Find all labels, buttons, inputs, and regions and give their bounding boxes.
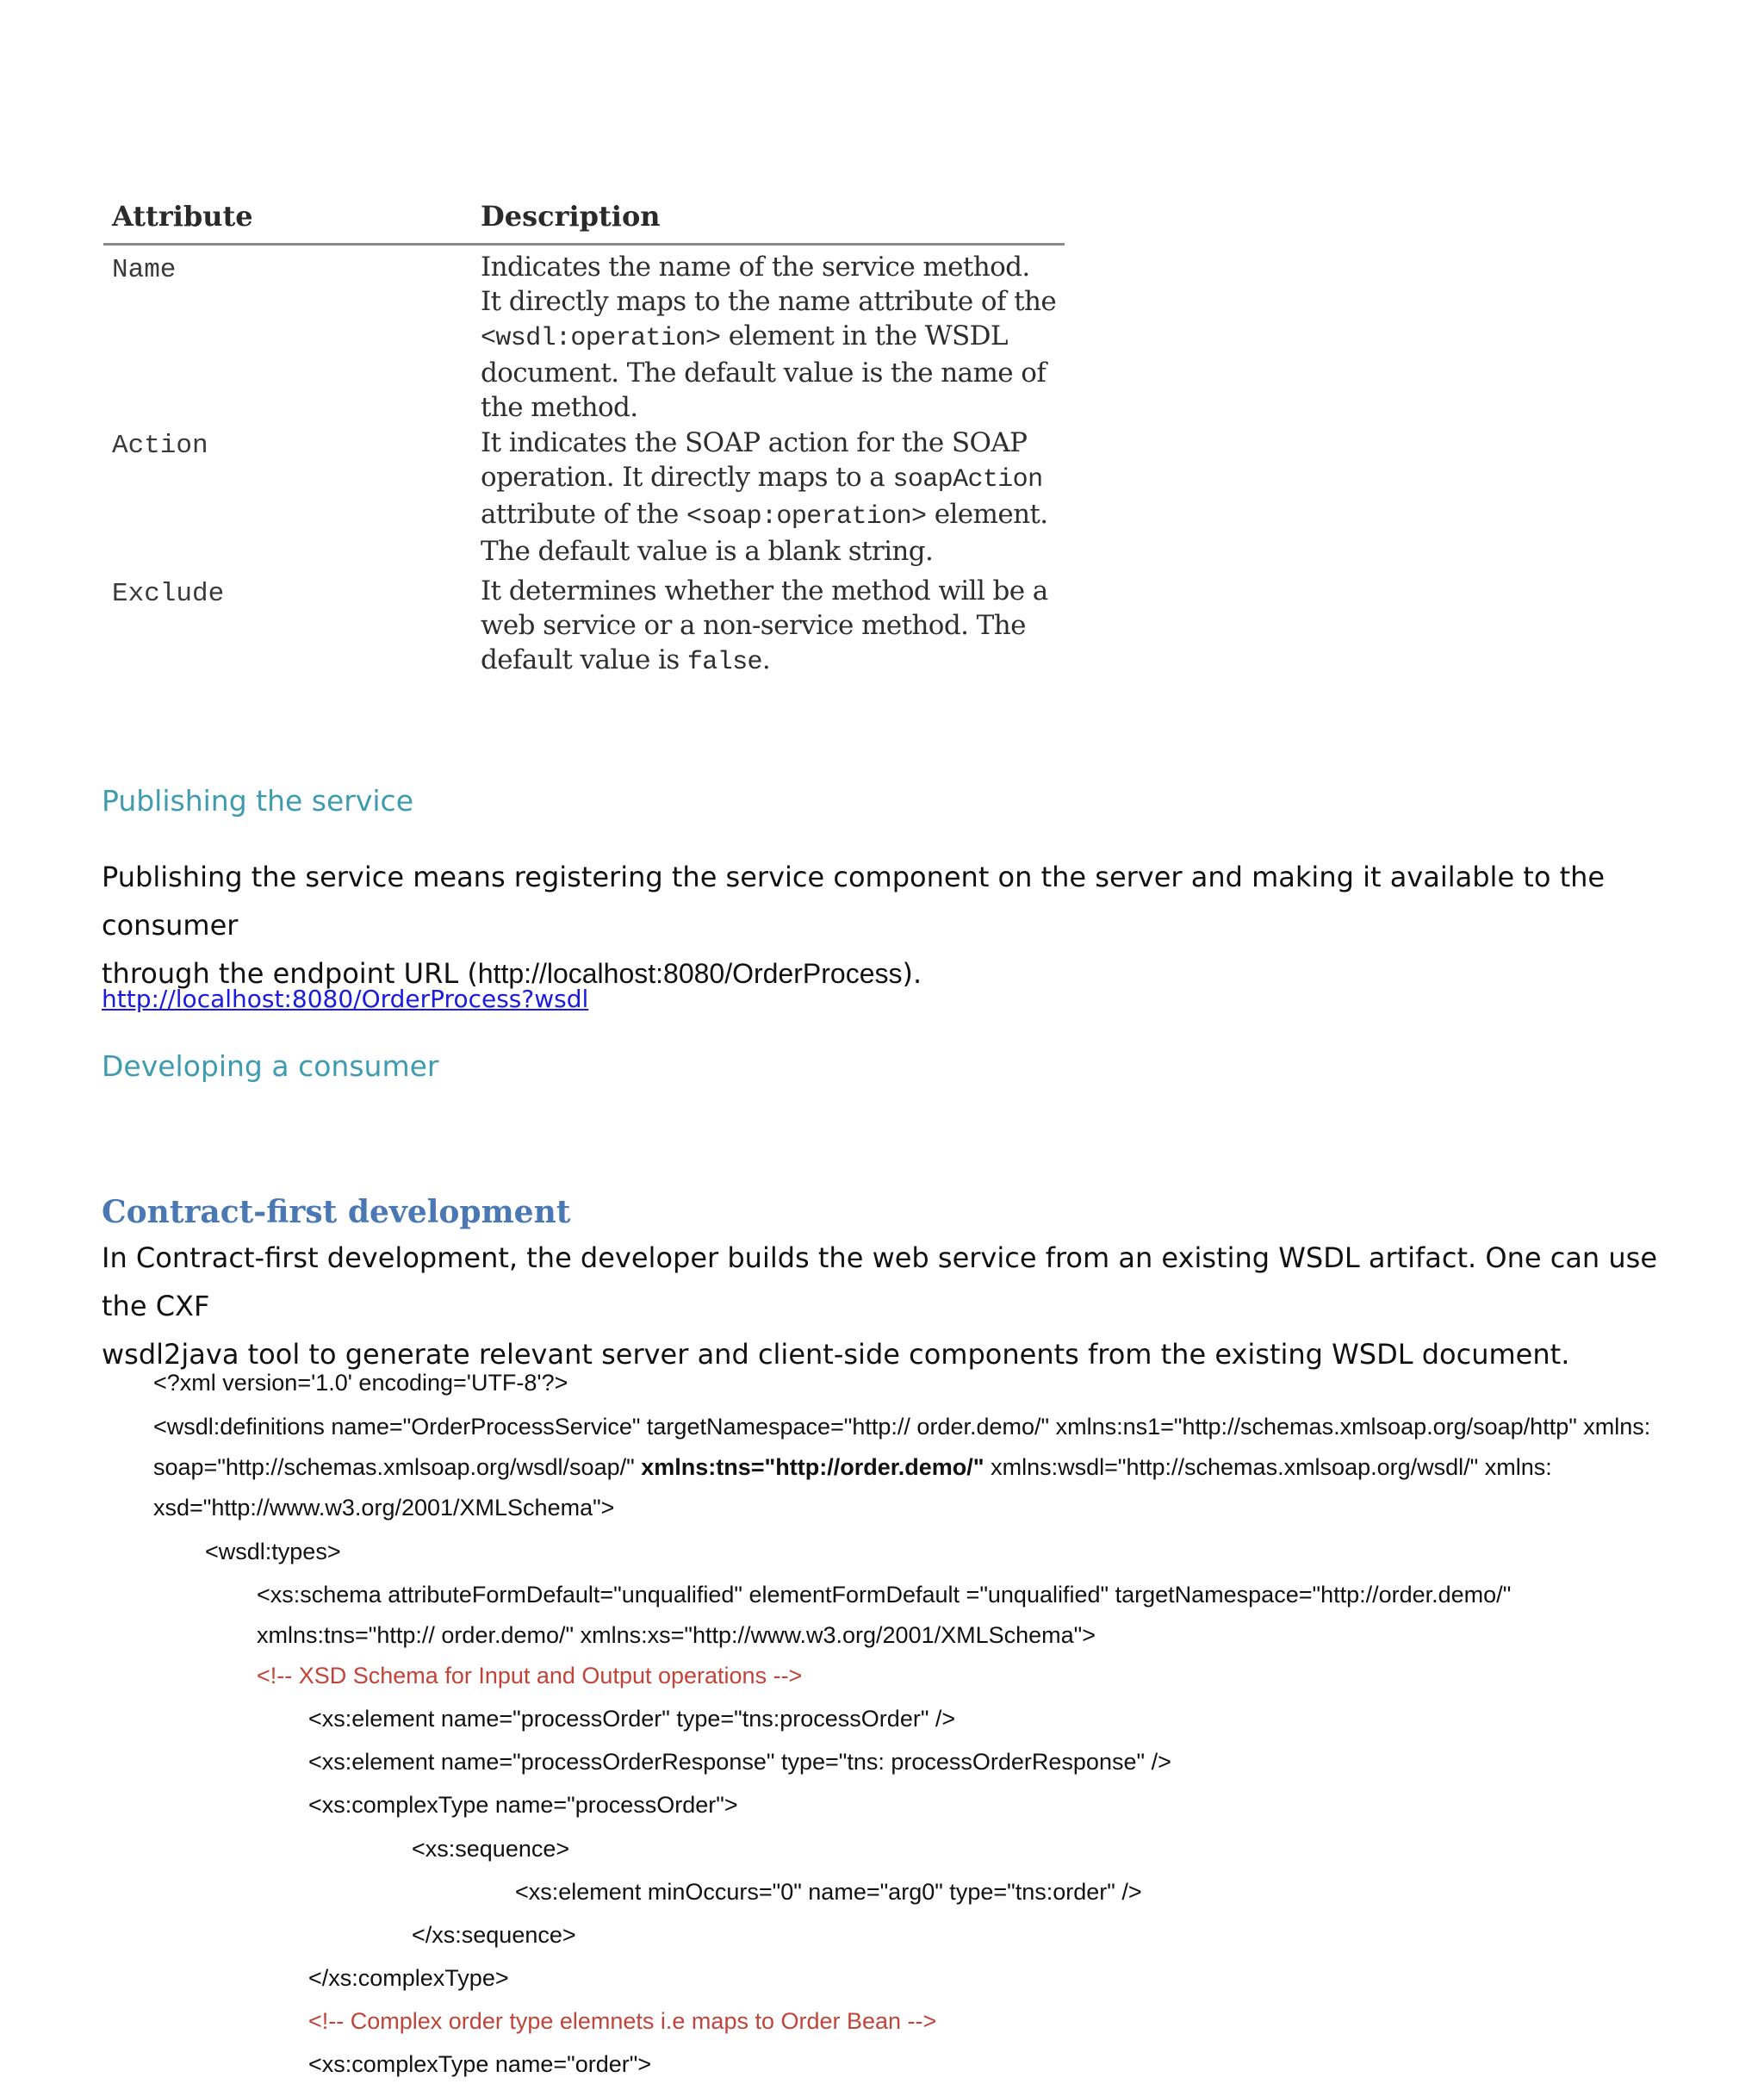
description-text: web service or a non-service method. The [481,610,1026,641]
description-line [481,319,1084,356]
description-line [481,497,1084,534]
code-line: xsd="http://www.w3.org/2001/XMLSchema"> [153,1495,615,1521]
attribute-description [481,574,1084,680]
code-line: <xs:schema attributeFormDefault="unqualified" elementFormDefault ="unqualified" targetNamespace="http://order.demo/" [257,1582,1512,1608]
code-line: <xs:sequence> [412,1836,570,1862]
paragraph-text: ). [902,957,922,990]
code-line: <xs:complexType name="processOrder"> [308,1792,738,1818]
code-fragment: xmlns:wsdl="http://schemas.xmlsoap.org/wsdl/" xmlns: [984,1454,1552,1480]
description-text: element in the WSDL [720,320,1008,351]
description-line [481,284,1084,319]
attribute-name: Name [112,255,177,285]
description-text: It determines whether the method will be a [481,575,1048,606]
code-line: <xs:complexType name="order"> [308,2051,652,2077]
code-line: <wsdl:definitions name="OrderProcessService" targetNamespace="http:// order.demo/" xmlns:ns1="http://schemas.xmlsoap.org/soap/http" xmlns: [153,1414,1651,1440]
code-comment: <!-- XSD Schema for Input and Output operations --> [257,1663,803,1689]
attribute-description [481,250,1084,425]
description-text: The default value is a blank string. [481,536,934,567]
publishing-paragraph [102,853,1686,998]
section-heading-publishing: Publishing the service [102,784,414,818]
contract-first-paragraph-line: wsdl2java tool to generate relevant server and client-side components from the existing WSDL document. [102,1338,1570,1371]
code-line [153,1454,1552,1481]
description-line [481,426,1084,460]
paragraph-text: through the endpoint URL ( [102,957,478,990]
description-text: default value is [481,644,687,675]
code-inline: soapAction [892,465,1043,494]
code-line: <wsdl:types> [205,1539,341,1564]
description-line [481,356,1084,390]
table-header-rule [103,243,1065,246]
table-header-attribute: Attribute [112,200,253,233]
description-text: the method. [481,392,638,423]
attribute-name: Exclude [112,579,225,609]
code-line: <?xml version='1.0' encoding='UTF-8'?> [153,1370,568,1396]
description-line [481,390,1084,425]
description-text: element. [926,499,1048,530]
description-line [481,643,1084,680]
section-heading-contract-first: Contract-first development [102,1194,571,1230]
code-line: <xs:element minOccurs="0" name="arg0" type="tns:order" /> [515,1879,1142,1905]
code-line: xmlns:tns="http:// order.demo/" xmlns:xs="http://www.w3.org/2001/XMLSchema"> [257,1622,1096,1648]
attribute-description [481,426,1084,569]
code-inline: <wsdl:operation> [481,324,721,353]
code-line: <xs:element name="processOrder" type="tns:processOrder" /> [308,1706,956,1732]
description-text: It indicates the SOAP action for the SOAP [481,427,1028,458]
description-line [481,534,1084,569]
code-line: </xs:complexType> [308,1965,509,1991]
description-line [481,250,1084,284]
code-line: </xs:sequence> [412,1922,576,1948]
wsdl-link[interactable]: http://localhost:8080/OrderProcess?wsdl [102,985,589,1013]
endpoint-url: http://localhost:8080/OrderProcess [477,958,903,989]
contract-first-paragraph [102,1234,1686,1378]
description-line [481,460,1084,497]
table-header-description: Description [481,200,661,233]
description-line [481,608,1084,643]
code-inline: <soap:operation> [686,502,927,532]
section-heading-consumer: Developing a consumer [102,1049,439,1083]
description-text: . [761,644,771,675]
code-inline: false [686,648,762,677]
description-line [481,574,1084,608]
description-text: It directly maps to the name attribute of the [481,286,1057,317]
description-text: Indicates the name of the service method. [481,252,1030,283]
code-line: <xs:element name="processOrderResponse" type="tns: processOrderResponse" /> [308,1749,1171,1775]
publishing-paragraph-line: Publishing the service means registering the service component on the server and making it available to the consumer [102,861,1606,942]
description-text: document. The default value is the name of [481,358,1047,389]
description-text: operation. It directly maps to a [481,462,893,493]
code-fragment: soap="http://schemas.xmlsoap.org/wsdl/soap/" [153,1454,642,1480]
contract-first-paragraph-line: In Contract-first development, the developer builds the web service from an existing WSDL artifact. One can use the CXF [102,1241,1658,1322]
attribute-name: Action [112,431,208,461]
code-comment: <!-- Complex order type elemnets i.e maps to Order Bean --> [308,2008,937,2034]
code-fragment-bold: xmlns:tns="http://order.demo/" [641,1454,984,1480]
description-text: attribute of the [481,499,687,530]
